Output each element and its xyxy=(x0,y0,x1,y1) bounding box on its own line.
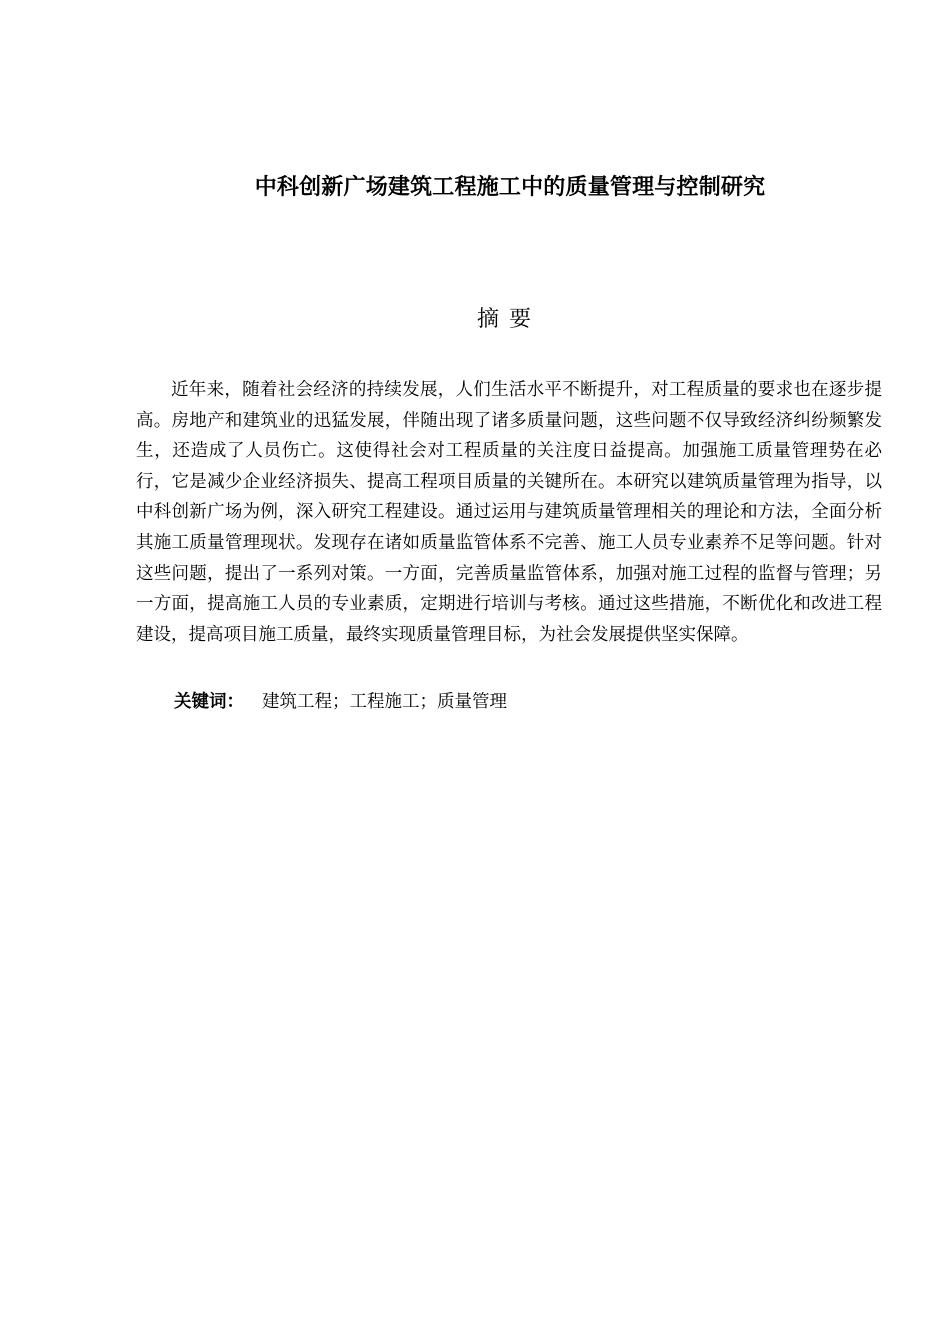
keywords-line xyxy=(174,687,507,717)
keywords-label: 关键词： xyxy=(174,692,244,712)
keywords-value: 建筑工程；工程施工；质量管理 xyxy=(262,692,507,712)
paper-title: 中科创新广场建筑工程施工中的质量管理与控制研究 xyxy=(254,175,766,200)
abstract-heading: 摘要 xyxy=(476,307,541,332)
abstract-body: 近年来，随着社会经济的持续发展，人们生活水平不断提升，对工程质量的要求也在逐步提高。房地产和建筑业的迅猛发展，伴随出现了诸多质量问题，这些问题不仅导致经济纠纷频繁发生，还造成了人员伤亡。这使得社会对工程质量的关注度日益提高。加强施工质量管理势在必行，它是减少企业经济损失、提高工程项目质量的关键所在。本研究以建筑质量管理为指导，以中科创新广场为例，深入研究工程建设。通过运用与建筑质量管理相关的理论和方法，全面分析其施工质量管理现状。发现存在诸如质量监管体系不完善、施工人员专业素养不足等问题。针对这些问题，提出了一系列对策。一方面，完善质量监管体系，加强对施工过程的监督与管理；另一方面，提高施工人员的专业素质，定期进行培训与考核。通过这些措施，不断优化和改进工程建设，提高项目施工质量，最终实现质量管理目标，为社会发展提供坚实保障。 xyxy=(136,380,882,645)
